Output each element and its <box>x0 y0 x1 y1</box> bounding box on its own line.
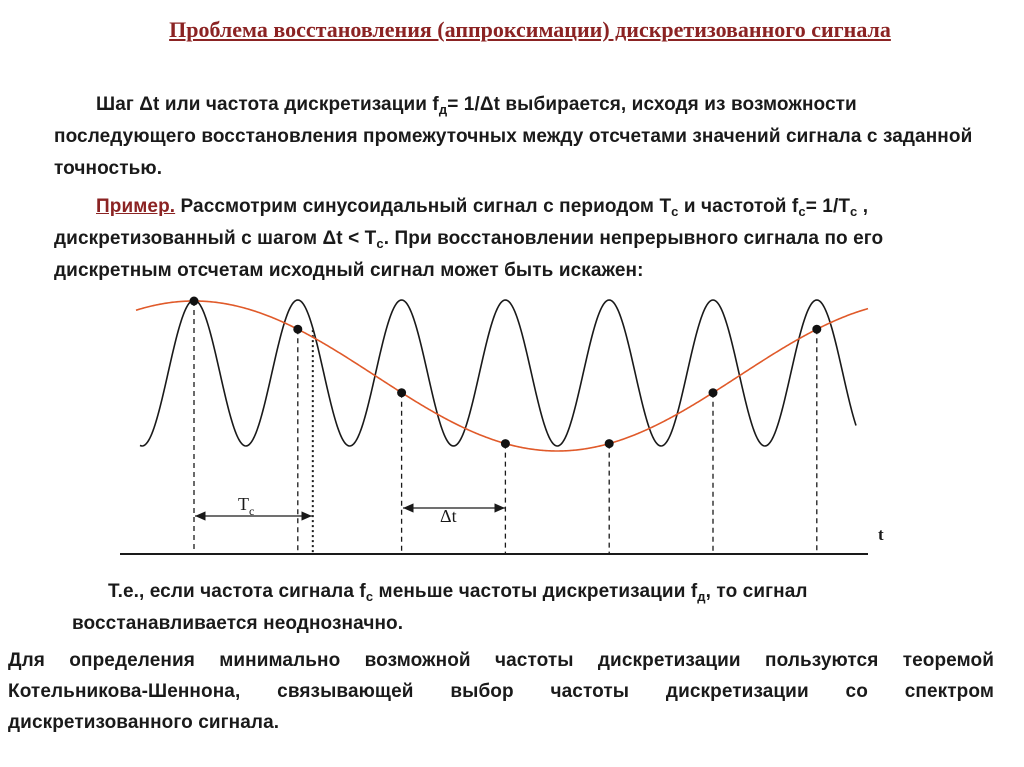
sample-point <box>709 388 718 397</box>
sample-point <box>605 439 614 448</box>
example-label: Пример. <box>96 196 176 217</box>
sampling-chart <box>0 290 1024 570</box>
step-label: Δt <box>440 506 457 526</box>
page-title: Проблема восстановления (аппроксимации) дискретизованного сигнала <box>169 17 891 42</box>
paragraph-conclusion: Т.е., если частота сигнала $f_c$ меньше частоты дискретизации $f_д$, то сигнал восстанавливается неоднозначно. <box>72 581 808 634</box>
sample-point <box>397 388 406 397</box>
axis-label-t: t <box>878 525 884 544</box>
sample-point <box>812 325 821 334</box>
paragraph-sampling-step: Шаг Δt или частота дискретизации $f_д= 1/\Delta t$ выбирается, исходя из возможности последующего восстановления промежуточных между отсчетами значений сигнала с заданной точностью. <box>54 94 973 179</box>
paragraph-example: Пример. Рассмотрим синусоидальный сигнал с периодом $T_c$ и частотой $f_c= 1/T_c$ , дискретизованный с шагом $\Delta t < T_c$. При восстановлении непрерывного сигнала по его дискретным отсчетам исходный сигнал может быть искажен: <box>54 196 884 281</box>
paragraph-theorem: Для определения минимально возможной частоты дискретизации пользуются теоремой Котельникова-Шеннона, связывающей выбор частоты дискретизации со спектром дискретизованного сигнала. <box>8 650 994 733</box>
reconstructed-curve <box>136 301 868 451</box>
sample-point <box>501 439 510 448</box>
period-label: $T_c$ <box>238 494 255 518</box>
sample-point <box>190 297 199 306</box>
sample-points <box>190 297 822 449</box>
sample-point <box>293 325 302 334</box>
signal-curve <box>140 300 856 446</box>
